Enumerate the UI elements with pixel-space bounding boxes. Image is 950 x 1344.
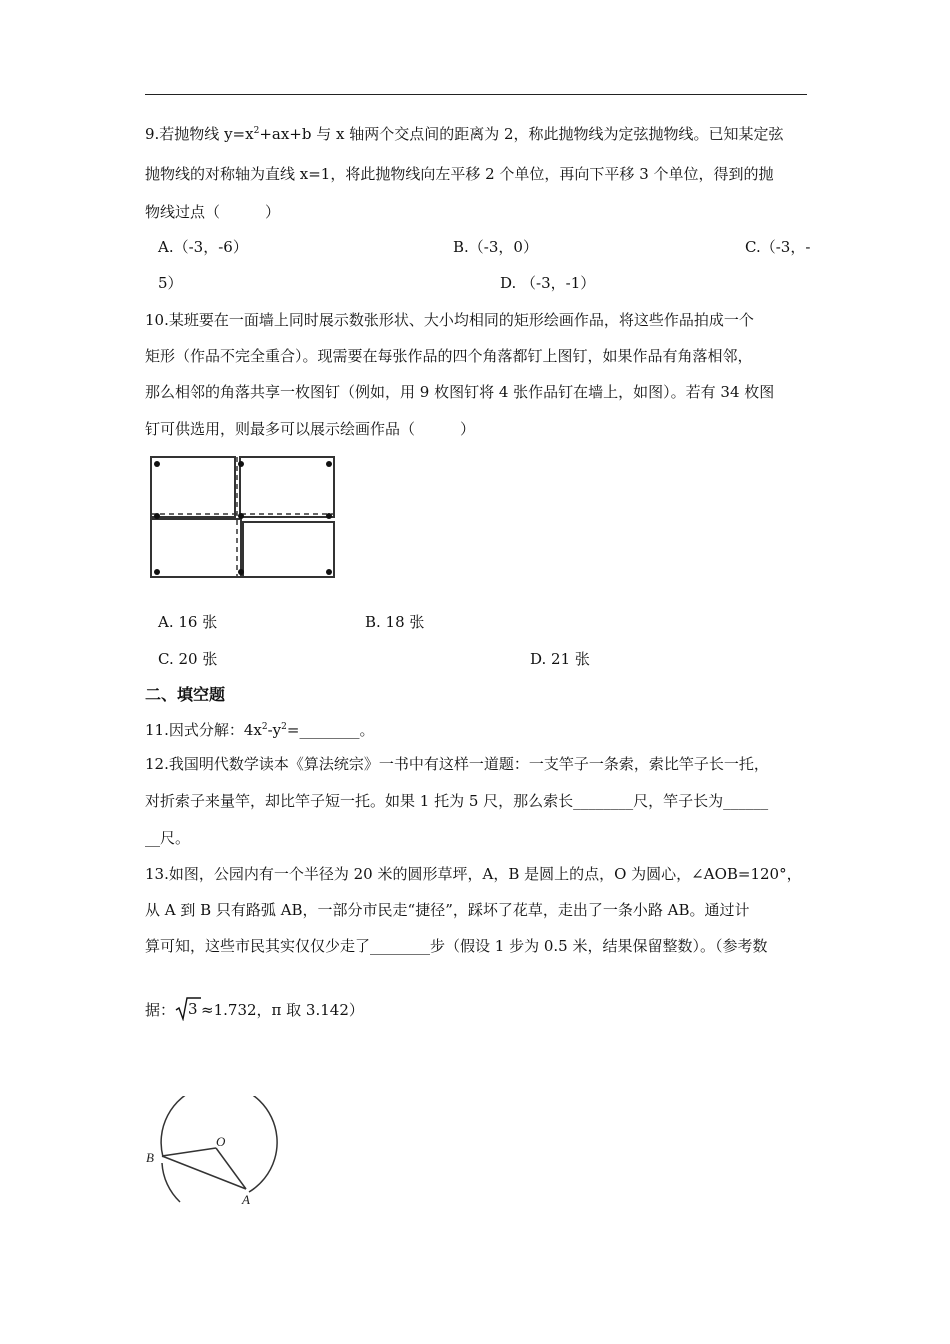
q13-line-3: 算可知，这些市民其实仅仅少走了________步（假设 1 步为 0.5 米，结果保留整数）。（参考数 xyxy=(145,937,768,955)
q10-line-2: 矩形（作品不完全重合）。现需要在每张作品的四个角落都钉上图钉，如果作品有角落相邻， xyxy=(145,347,753,365)
q10-option-d: D. 21 张 xyxy=(530,650,590,668)
label-b: B xyxy=(146,1150,154,1165)
q9-option-c: C.（-3，- xyxy=(745,238,811,256)
circle-park-figure xyxy=(140,1096,280,1206)
q12-line-1: 12.我国明代数学读本《算法统宗》一书中有这样一道题：一支竿子一条索，索比竿子长一托， xyxy=(145,755,769,773)
header-rule xyxy=(145,94,807,95)
q9-option-a: A.（-3，-6） xyxy=(158,238,248,256)
q10-line-1: 10.某班要在一面墙上同时展示数张形状、大小均相同的矩形绘画作品，将这些作品拍成一个 xyxy=(145,311,754,329)
q10-option-a: A. 16 张 xyxy=(158,613,218,631)
q12-line-3: __尺。 xyxy=(145,829,191,847)
q13-line-1: 13.如图，公园内有一个半径为 20 米的圆形草坪，A，B 是圆上的点，O 为圆心，∠AOB=120°， xyxy=(145,865,802,883)
pinned-artworks-figure xyxy=(145,452,341,582)
q9-option-c-cont: 5） xyxy=(158,274,183,292)
label-o: O xyxy=(216,1134,226,1149)
square-root-symbol: 3 xyxy=(175,997,201,1021)
q9-line-1: 9.若抛物线 $y=x^2+ax+b$ 与 x 轴两个交点间的距离为 2，称此抛物线为定弦抛物线。已知某定弦 xyxy=(145,125,784,143)
q10-option-b: B. 18 张 xyxy=(365,613,425,631)
section-heading: 二、填空题 xyxy=(145,685,226,704)
q9-line-2: 抛物线的对称轴为直线 x=1，将此抛物线向左平移 2 个单位，再向下平移 3 个单位，得到的抛 xyxy=(145,165,774,183)
q12-line-2: 对折索子来量竿，却比竿子短一托。如果 1 托为 5 尺，那么索长________尺，竿子长为______ xyxy=(145,792,769,810)
q13-line-4: 据： 3 ≈1.732，π 取 3.142） xyxy=(145,997,364,1021)
q9-option-b: B.（-3，0） xyxy=(453,238,538,256)
label-a: A xyxy=(242,1192,250,1206)
q13-line-2: 从 A 到 B 只有路弧 AB，一部分市民走“捷径”，踩坏了花草，走出了一条小路 AB。通过计 xyxy=(145,901,750,919)
q10-line-3: 那么相邻的角落共享一枚图钉（例如，用 9 枚图钉将 4 张作品钉在墙上，如图）。若有 34 枚图 xyxy=(145,383,775,401)
q9-line-3: 物线过点（ ） xyxy=(145,203,281,221)
q9-option-d: D. （-3，-1） xyxy=(500,274,596,292)
q10-line-4: 钉可供选用，则最多可以展示绘画作品（ ） xyxy=(145,420,476,438)
q10-option-c: C. 20 张 xyxy=(158,650,218,668)
q11-line: 11.因式分解：$4x^2-y^2=\_\_\_\_\_\_\_\_$。 xyxy=(145,721,375,739)
